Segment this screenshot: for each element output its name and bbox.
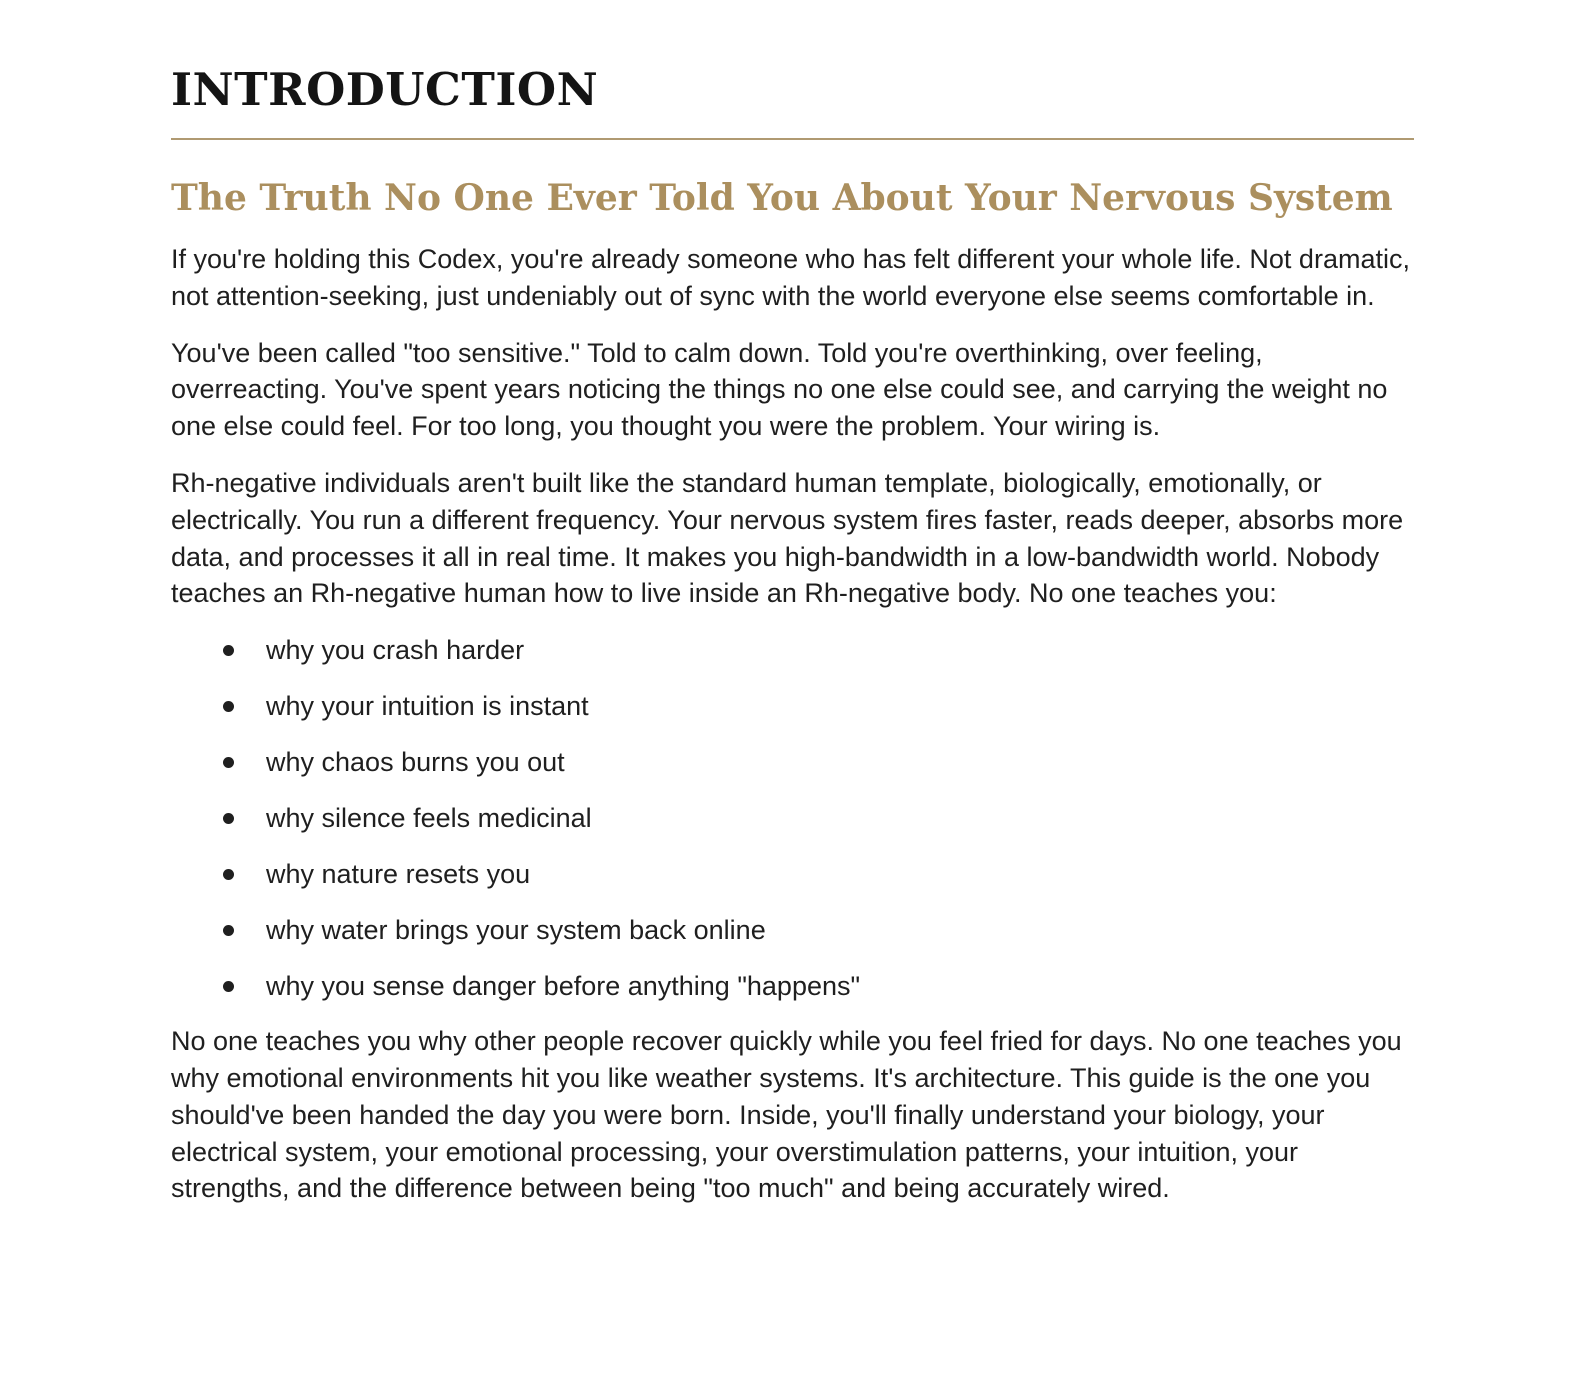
list-item <box>171 968 1414 1004</box>
bullet-icon <box>223 981 234 992</box>
closing-paragraph: No one teaches you why other people recover quickly while you feel fried for days. No one teaches you why emotional environments hit you like weather systems. It's architecture. This guide is the one you should've been handed the day you were born. Inside, you'll finally understand your biology, your electrical system, your emotional processing, your overstimulation patterns, your intuition, your strengths, and the difference between being "too much" and being accurately wired. <box>171 1026 1402 1204</box>
bullet-list <box>171 632 1414 1004</box>
intro-paragraph-3: Rh-negative individuals aren't built like the standard human template, biologically, emotionally, or electrically. You run a different frequency. Your nervous system fires faster, reads deeper, absorbs more data, and processes it all in real time. It makes you high-bandwidth in a low-bandwidth world. Nobody teaches an Rh-negative human how to live inside an Rh-negative body. No one teaches you: <box>171 467 1404 609</box>
list-item-text: why silence feels medicinal <box>266 803 592 834</box>
bullet-icon <box>223 701 234 712</box>
list-item <box>171 688 1414 724</box>
bullet-icon <box>223 813 234 824</box>
chapter-title: INTRODUCTION <box>171 63 599 116</box>
list-item <box>171 800 1414 836</box>
list-item-text: why chaos burns you out <box>266 747 565 778</box>
bullet-icon <box>223 925 234 936</box>
bullet-icon <box>223 869 234 880</box>
bullet-icon <box>223 645 234 656</box>
list-item-text: why you crash harder <box>266 635 525 666</box>
title-divider <box>171 138 1414 140</box>
list-item-text: why you sense danger before anything "happens" <box>266 971 861 1002</box>
list-item-text: why nature resets you <box>266 859 531 890</box>
document-page <box>171 58 1414 1207</box>
list-item-text: why your intuition is instant <box>266 691 589 722</box>
list-item <box>171 744 1414 780</box>
list-item <box>171 632 1414 668</box>
section-title: The Truth No One Ever Told You About Your Nervous System <box>171 177 1393 219</box>
intro-paragraph-2: You've been called "too sensitive." Told to calm down. Told you're overthinking, over feeling, overreacting. You've spent years noticing the things no one else could see, and carrying the weight no one else could feel. For too long, you thought you were the problem. Your wiring is. <box>171 337 1388 442</box>
list-item-text: why water brings your system back online <box>266 915 766 946</box>
intro-paragraph-1: If you're holding this Codex, you're already someone who has felt different your whole life. Not dramatic, not attention-seeking, just undeniably out of sync with the world everyone else seems comfortable in. <box>171 244 1410 311</box>
bullet-icon <box>223 757 234 768</box>
list-item <box>171 912 1414 948</box>
list-item <box>171 856 1414 892</box>
